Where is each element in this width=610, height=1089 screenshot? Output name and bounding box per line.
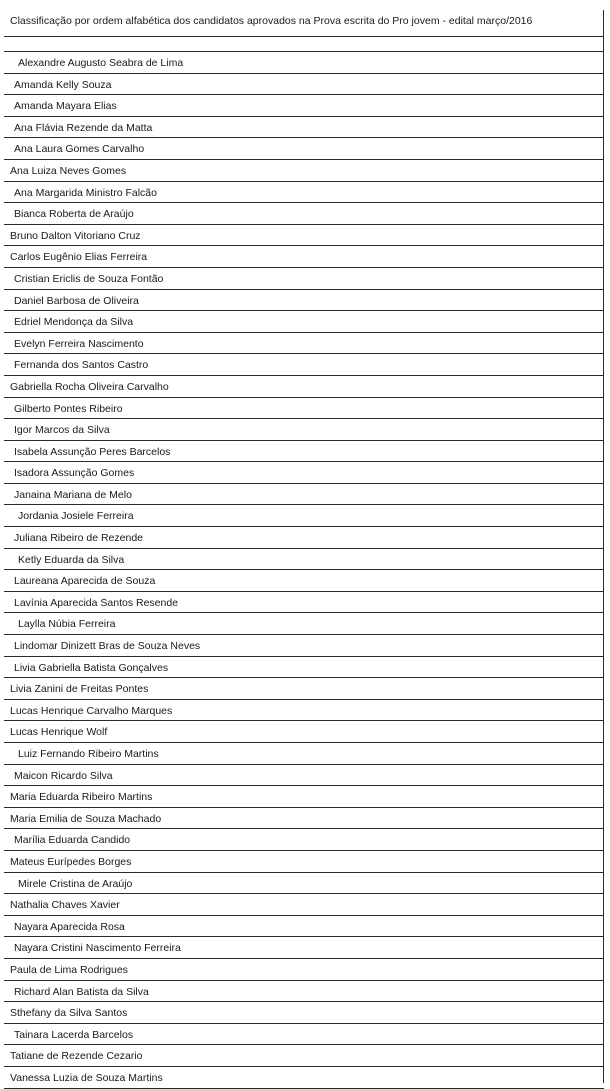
candidate-name: Gilberto Pontes Ribeiro	[14, 402, 123, 415]
candidate-row	[4, 225, 604, 247]
candidate-name: Amanda Mayara Elias	[14, 100, 117, 113]
candidate-row	[4, 894, 604, 916]
candidate-name: Janaina Mariana de Melo	[14, 488, 132, 501]
candidate-row	[4, 1024, 604, 1046]
candidate-row	[4, 419, 604, 441]
candidate-row	[4, 808, 604, 830]
candidate-row	[4, 354, 604, 376]
candidate-row	[4, 765, 604, 787]
candidate-name: Marília Eduarda Candido	[14, 834, 131, 847]
candidate-name: Fernanda dos Santos Castro	[14, 359, 149, 372]
candidate-row	[4, 635, 604, 657]
candidate-row	[4, 484, 604, 506]
candidate-name: Evelyn Ferreira Nascimento	[14, 337, 144, 350]
candidate-row	[4, 52, 604, 74]
candidate-row	[4, 786, 604, 808]
candidate-row	[4, 1067, 604, 1089]
candidate-row	[4, 743, 604, 765]
candidate-row	[4, 592, 604, 614]
candidate-name: Paula de Lima Rodrigues	[10, 963, 128, 976]
candidate-name: Bianca Roberta de Araújo	[14, 208, 134, 221]
candidate-name: Livia Zanini de Freitas Pontes	[10, 683, 149, 696]
candidate-name: Bruno Dalton Vitoriano Cruz	[10, 229, 141, 242]
candidate-row	[4, 873, 604, 895]
candidate-name: Lucas Henrique Carvalho Marques	[10, 704, 173, 717]
candidate-name: Richard Alan Batista da Silva	[14, 985, 149, 998]
candidate-row	[4, 1045, 604, 1067]
blank-row	[4, 37, 604, 52]
candidate-row	[4, 916, 604, 938]
candidate-name: Livia Gabriella Batista Gonçalves	[14, 661, 169, 674]
candidate-row	[4, 268, 604, 290]
candidate-row	[4, 138, 604, 160]
candidate-row	[4, 937, 604, 959]
candidate-row	[4, 613, 604, 635]
candidate-row	[4, 203, 604, 225]
candidate-row	[4, 182, 604, 204]
candidate-row	[4, 678, 604, 700]
candidate-row	[4, 290, 604, 312]
candidate-name: Nayara Aparecida Rosa	[14, 920, 125, 933]
candidate-row	[4, 95, 604, 117]
candidate-name: Luiz Fernando Ribeiro Martins	[18, 748, 159, 760]
candidate-name: Sthefany da Silva Santos	[10, 1007, 128, 1020]
candidate-row	[4, 398, 604, 420]
candidate-name: Ana Luiza Neves Gomes	[10, 164, 127, 177]
candidate-name: Maicon Ricardo Silva	[14, 769, 113, 782]
candidate-name: Igor Marcos da Silva	[14, 424, 110, 437]
candidate-name: Laureana Aparecida de Souza	[14, 575, 156, 588]
document-title: Classificação por ordem alfabética dos candidatos aprovados na Prova escrita do Pro jovem - edital março/2016	[10, 15, 533, 27]
candidate-name: Lucas Henrique Wolf	[10, 726, 108, 739]
candidate-name: Ana Laura Gomes Carvalho	[14, 143, 145, 156]
candidate-row	[4, 851, 604, 873]
candidate-name: Vanessa Luzia de Souza Martins	[10, 1071, 163, 1084]
candidate-row	[4, 700, 604, 722]
candidate-name: Juliana Ribeiro de Rezende	[14, 532, 143, 545]
candidate-row	[4, 160, 604, 182]
approved-candidates-list	[4, 52, 604, 1089]
candidate-row	[4, 117, 604, 139]
table-right-border	[603, 10, 604, 1083]
candidate-row	[4, 527, 604, 549]
document-title-row	[4, 10, 604, 37]
candidate-row	[4, 441, 604, 463]
candidate-row	[4, 959, 604, 981]
candidate-name: Alexandre Augusto Seabra de Lima	[18, 57, 184, 69]
candidate-row	[4, 829, 604, 851]
candidate-row	[4, 333, 604, 355]
candidate-name: Edriel Mendonça da Silva	[14, 316, 134, 329]
candidate-name: Daniel Barbosa de Oliveira	[14, 294, 139, 307]
candidate-row	[4, 549, 604, 571]
candidate-name: Carlos Eugênio Elias Ferreira	[10, 251, 148, 264]
candidate-row	[4, 1002, 604, 1024]
candidate-name: Isabela Assunção Peres Barcelos	[14, 445, 171, 458]
candidate-name: Lindomar Dinizett Bras de Souza Neves	[14, 640, 201, 653]
candidate-name: Tainara Lacerda Barcelos	[14, 1028, 134, 1041]
candidate-row	[4, 462, 604, 484]
candidate-row	[4, 311, 604, 333]
candidate-name: Nayara Cristini Nascimento Ferreira	[14, 942, 181, 955]
candidate-name: Ana Flávia Rezende da Matta	[14, 121, 153, 134]
candidate-name: Tatiane de Rezende Cezario	[10, 1050, 143, 1063]
candidate-row	[4, 376, 604, 398]
candidate-name: Ketly Eduarda da Silva	[18, 553, 125, 566]
candidate-name: Lavínia Aparecida Santos Resende	[14, 596, 179, 609]
candidate-name: Cristian Ericlis de Souza Fontão	[14, 272, 164, 285]
candidate-row	[4, 570, 604, 592]
candidate-name: Mirele Cristina de Araújo	[18, 877, 133, 890]
candidate-name: Laylla Núbia Ferreira	[18, 618, 116, 631]
candidate-name: Amanda Kelly Souza	[14, 78, 112, 91]
candidate-name: Ana Margarida Ministro Falcão	[14, 186, 157, 199]
candidate-row	[4, 505, 604, 527]
candidate-name: Jordania Josiele Ferreira	[18, 510, 134, 523]
candidate-name: Nathalia Chaves Xavier	[10, 899, 120, 912]
candidate-name: Maria Emilia de Souza Machado	[10, 812, 162, 825]
candidate-name: Maria Eduarda Ribeiro Martins	[10, 791, 153, 804]
candidate-row	[4, 74, 604, 96]
candidate-row	[4, 721, 604, 743]
candidate-row	[4, 246, 604, 268]
candidate-name: Mateus Eurípedes Borges	[10, 855, 132, 868]
candidate-name: Gabriella Rocha Oliveira Carvalho	[10, 380, 169, 393]
candidate-name: Isadora Assunção Gomes	[14, 467, 135, 480]
candidate-row	[4, 657, 604, 679]
candidate-row	[4, 981, 604, 1003]
